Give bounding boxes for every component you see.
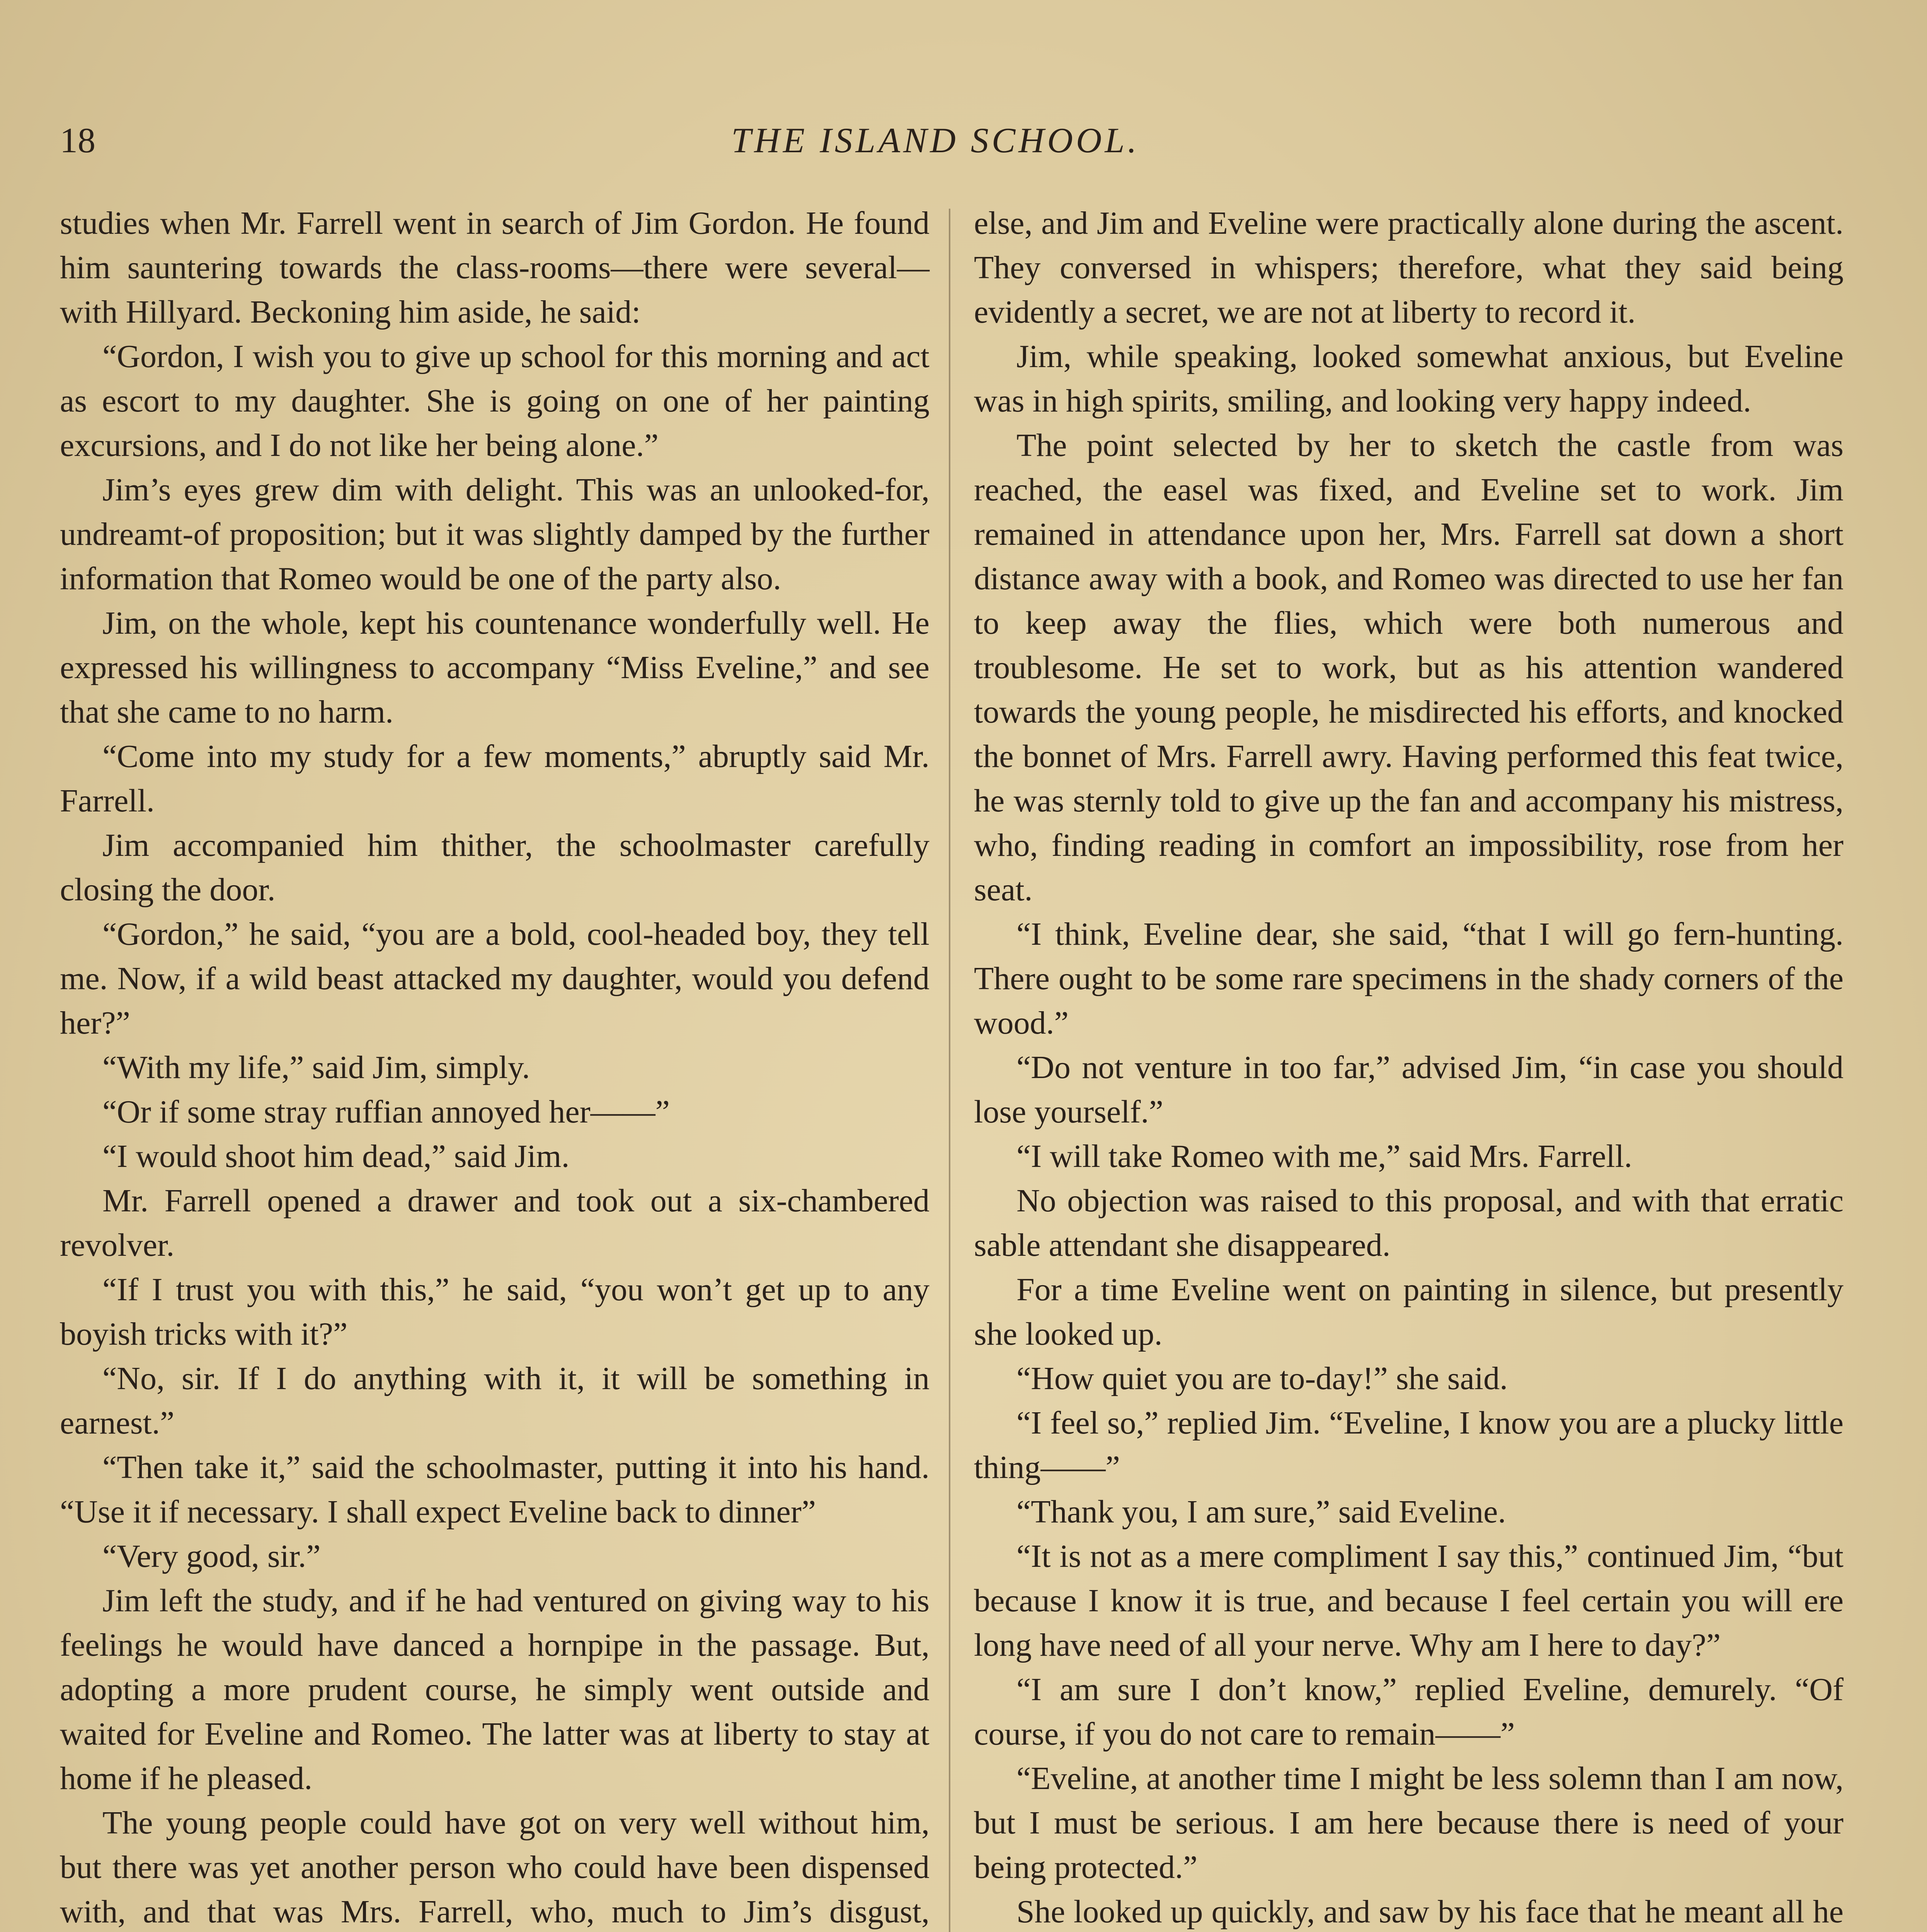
paragraph: She looked up quickly, and saw by his face that he meant all he [1016, 1894, 1844, 1930]
running-title: THE ISLAND SCHOOL. [731, 121, 1140, 160]
paragraph: “With my life,” said Jim, simply. [102, 1049, 530, 1085]
paragraph: “Do not venture in too far,” advised Jim, “in case you should lose yourself.” [974, 1049, 1844, 1130]
paragraph: “I feel so,” replied Jim. “Eveline, I know you are a plucky little thing——” [974, 1405, 1844, 1485]
paragraph: For a time Eveline went on painting in silence, but presently she looked up. [974, 1272, 1844, 1352]
paragraph: Mr. Farrell opened a drawer and took out a six-chambered revolver. [60, 1183, 929, 1263]
paragraph: “Thank you, I am sure,” said Eveline. [1016, 1494, 1506, 1530]
right-text-column [974, 201, 1844, 1932]
column-divider [949, 209, 950, 1932]
paragraph: “I will take Romeo with me,” said Mrs. Farrell. [1016, 1138, 1633, 1174]
paragraph: No objection was raised to this proposal, and with that erratic sable attendant she disappeared. [974, 1183, 1844, 1263]
paragraph: “No, sir. If I do anything with it, it will be something in earnest.” [60, 1361, 929, 1441]
paragraph: Jim, on the whole, kept his countenance wonderfully well. He expressed his willingness to accompany “Miss Eveline,” and see that she came to no harm. [60, 605, 929, 730]
paragraph: “Gordon, I wish you to give up school for this morning and act as escort to my daughter. She is going on one of her painting excursions, and I do not like her being alone.” [60, 338, 929, 463]
paragraph: “How quiet you are to-day!” she said. [1016, 1361, 1508, 1396]
paragraph: “Eveline, at another time I might be less solemn than I am now, but I must be serious. I am here because there is need of your being protected.” [974, 1760, 1844, 1885]
paragraph: “I am sure I don’t know,” replied Eveline, demurely. “Of course, if you do not care to remain——” [974, 1672, 1844, 1752]
paragraph: Jim, while speaking, looked somewhat anxious, but Eveline was in high spirits, smiling, and looking very happy indeed. [974, 338, 1844, 419]
paragraph: Jim accompanied him thither, the schoolmaster carefully closing the door. [60, 827, 929, 908]
left-text-column [60, 201, 929, 1932]
page-header [60, 120, 1811, 182]
paragraph: Jim left the study, and if he had ventured on giving way to his feelings he would have danced a hornpipe in the passage. But, adopting a more prudent course, he simply went outside and waited for Eveline and Romeo. The latter was at liberty to stay at home if he pleased. [60, 1583, 929, 1796]
page-number: 18 [60, 121, 95, 160]
paragraph: “Very good, sir.” [102, 1538, 321, 1574]
paragraph: “Come into my study for a few moments,” abruptly said Mr. Farrell. [60, 738, 929, 819]
paragraph: “Gordon,” he said, “you are a bold, cool-headed boy, they tell me. Now, if a wild beast attacked my daughter, would you defend her?” [60, 916, 929, 1041]
paragraph: “Or if some stray ruffian annoyed her——” [102, 1094, 670, 1130]
paragraph: studies when Mr. Farrell went in search of Jim Gordon. He found him sauntering towards the class-rooms—there were several—with Hillyard. Beckoning him aside, he said: [60, 205, 929, 330]
paragraph: The point selected by her to sketch the castle from was reached, the easel was fixed, and Eveline set to work. Jim remained in attendance upon her, Mrs. Farrell sat down a short distance away with a book, and Romeo was directed to use her fan to keep away the flies, which were both numerous and troublesome. He set to work, but as his attention wandered towards the young people, he misdirected his efforts, and knocked the bonnet of Mrs. Farrell awry. Having performed this feat twice, he was sternly told to give up the fan and accompany his mistress, who, finding reading in comfort an impossibility, rose from her seat. [974, 427, 1844, 908]
paragraph: “I think, Eveline dear, she said, “that I will go fern-hunting. There ought to be some rare specimens in the shady corners of the wood.” [974, 916, 1844, 1041]
paragraph: “If I trust you with this,” he said, “you won’t get up to any boyish tricks with it?” [60, 1272, 929, 1352]
paragraph: Jim’s eyes grew dim with delight. This was an unlooked-for, undreamt-of proposition; but it was slightly damped by the further information that Romeo would be one of the party also. [60, 472, 929, 597]
paragraph: else, and Jim and Eveline were practically alone during the ascent. They conversed in whispers; therefore, what they said being evidently a secret, we are not at liberty to record it. [974, 205, 1844, 330]
paragraph: “It is not as a mere compliment I say this,” continued Jim, “but because I know it is true, and because I feel certain you will ere long have need of all your nerve. Why am I here to day?” [974, 1538, 1844, 1663]
paragraph: “Then take it,” said the schoolmaster, putting it into his hand. “Use it if necessary. I shall expect Eveline back to dinner” [60, 1449, 929, 1530]
paragraph: The young people could have got on very well without him, but there was yet another person who could have been dispensed with, and that was Mrs. Farrell, who, much to Jim’s disgust, [60, 1805, 929, 1930]
paragraph: “I would shoot him dead,” said Jim. [102, 1138, 570, 1174]
